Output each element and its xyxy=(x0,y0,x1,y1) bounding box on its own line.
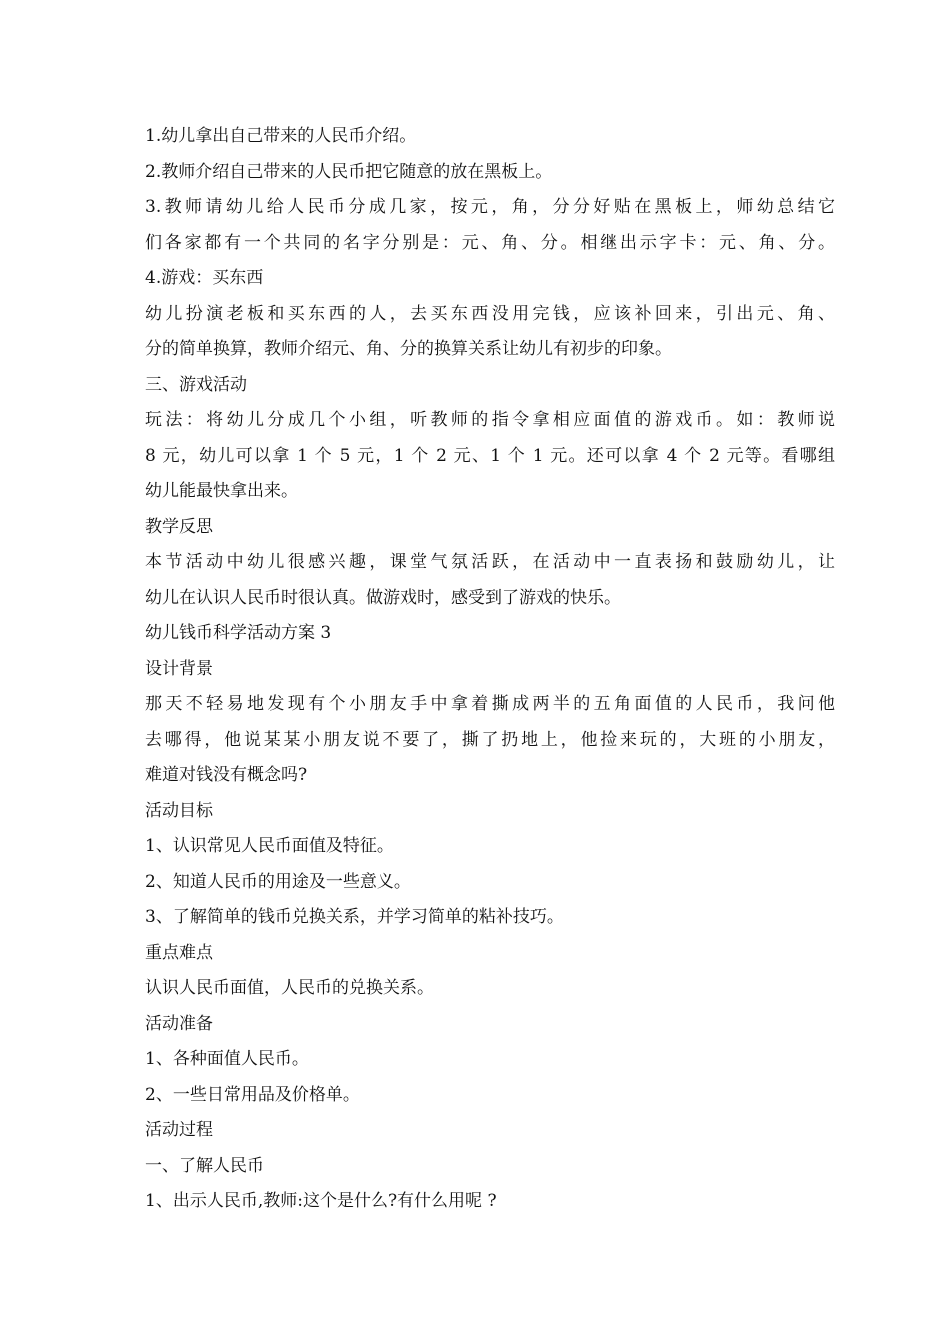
text-line: 去哪得，他说某某小朋友说不要了，撕了扔地上，他捡来玩的，大班的小朋友， xyxy=(145,729,835,750)
text-line: 玩法：将幼儿分成几个小组，听教师的指令拿相应面值的游戏币。如：教师说 xyxy=(145,410,835,430)
text-line: 幼儿扮演老板和买东西的人，去买东西没用完钱，应该补回来，引出元、角、 xyxy=(145,303,835,324)
text-line: 2、一些日常用品及价格单。 xyxy=(145,1084,360,1105)
text-line: 幼儿在认识人民币时很认真。做游戏时，感受到了游戏的快乐。 xyxy=(145,587,621,608)
text-line: 2.教师介绍自己带来的人民币把它随意的放在黑板上。 xyxy=(145,161,553,182)
document-body xyxy=(145,119,835,1220)
text-line: 重点难点 xyxy=(145,942,213,963)
text-line: 8 元，幼儿可以拿 1 个 5 元，1 个 2 元、1 个 1 元。还可以拿 4 个 2 元等。看哪组 xyxy=(145,445,835,466)
text-line: 们各家都有一个共同的名字分别是：元、角、分。相继出示字卡：元、角、分。 xyxy=(145,232,835,253)
text-line: 2、知道人民币的用途及一些意义。 xyxy=(145,871,411,892)
text-line: 教学反思 xyxy=(145,516,213,537)
text-line: 3、了解简单的钱币兑换关系，并学习简单的粘补技巧。 xyxy=(145,907,564,927)
text-line: 1.幼儿拿出自己带来的人民币介绍。 xyxy=(145,126,417,146)
text-line: 幼儿钱币科学活动方案 3 xyxy=(145,623,332,643)
text-line: 认识人民币面值，人民币的兑换关系。 xyxy=(145,978,434,998)
text-line: 1、出示人民币,教师:这个是什么?有什么用呢 ? xyxy=(145,1191,497,1211)
text-line: 活动过程 xyxy=(145,1120,213,1140)
text-line: 那天不轻易地发现有个小朋友手中拿着撕成两半的五角面值的人民币，我问他 xyxy=(145,694,835,714)
text-line: 4.游戏：买东西 xyxy=(145,268,264,288)
text-line: 3.教师请幼儿给人民币分成几家，按元，角，分分好贴在黑板上，师幼总结它 xyxy=(145,197,835,217)
text-line: 活动目标 xyxy=(145,800,213,821)
text-line: 1、认识常见人民币面值及特征。 xyxy=(145,836,394,856)
text-line: 活动准备 xyxy=(145,1013,213,1034)
text-line: 分的简单换算，教师介绍元、角、分的换算关系让幼儿有初步的印象。 xyxy=(145,339,672,359)
text-line: 幼儿能最快拿出来。 xyxy=(145,481,298,501)
text-line: 三、游戏活动 xyxy=(145,374,247,395)
text-line: 难道对钱没有概念吗? xyxy=(145,765,308,785)
text-line: 设计背景 xyxy=(145,658,213,679)
text-line: 一、了解人民币 xyxy=(145,1155,264,1176)
text-line: 1、各种面值人民币。 xyxy=(145,1049,309,1069)
text-line: 本节活动中幼儿很感兴趣，课堂气氛活跃，在活动中一直表扬和鼓励幼儿，让 xyxy=(145,552,835,572)
